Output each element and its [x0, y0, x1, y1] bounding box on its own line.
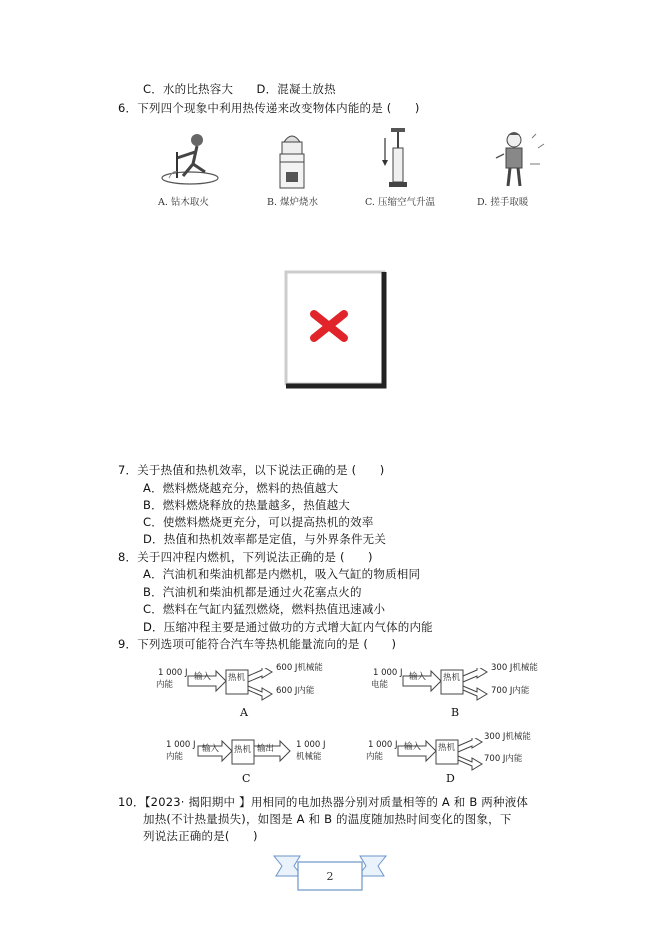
diagram-c-in-label: 输入 — [202, 744, 220, 754]
q8-option-b: B．汽油机和柴油机都是通过火花塞点火的 — [143, 585, 362, 599]
q7-option-a: A．燃料燃烧越充分，燃料的热值越大 — [143, 481, 339, 495]
diagram-d-input-kind: 内能 — [366, 752, 384, 762]
q6-stem: 6．下列四个现象中利用热传递来改变物体内能的是 ( ) — [118, 101, 420, 115]
drilling-wood-illustration — [155, 128, 225, 188]
diagram-c-out-amount: 1 000 J — [296, 740, 326, 750]
broken-image-icon — [284, 270, 390, 390]
diagram-a-out1: 600 J机械能 — [276, 663, 323, 673]
diagram-a-letter: A — [240, 706, 248, 719]
q7-option-d: D．热值和热机效率都是定值，与外界条件无关 — [143, 532, 387, 546]
diagram-d-input-amount: 1 000 J — [368, 740, 398, 750]
diagram-c-out-kind: 机械能 — [296, 752, 322, 762]
diagram-c-out-label: 输出 — [257, 744, 275, 754]
diagram-a-engine: 热机 — [228, 673, 246, 683]
q9-stem: 9．下列选项可能符合汽车等热机能量流向的是 ( ) — [118, 637, 397, 651]
diagram-d-engine: 热机 — [438, 743, 456, 753]
energy-diagram-b — [365, 658, 555, 722]
diagram-d-letter: D — [446, 772, 455, 785]
q8-option-a: A．汽油机和柴油机都是内燃机，吸入气缸的物质相同 — [143, 567, 421, 581]
energy-diagram-a — [150, 658, 340, 722]
diagram-a-in-label: 输入 — [194, 672, 212, 682]
q8-option-c: C．燃料在气缸内猛烈燃烧，燃料热值迅速减小 — [143, 602, 386, 616]
diagram-d-out1: 300 J机械能 — [484, 732, 531, 742]
diagram-d-out2: 700 J内能 — [484, 754, 523, 764]
q8-option-d: D．压缩冲程主要是通过做功的方式增大缸内气体的内能 — [143, 620, 433, 634]
q7-option-b: B．燃料燃烧释放的热量越多，热值越大 — [143, 498, 350, 512]
diagram-a-out2: 600 J内能 — [276, 686, 315, 696]
diagram-c-engine: 热机 — [234, 745, 252, 755]
diagram-b-out1: 300 J机械能 — [491, 663, 538, 673]
diagram-b-letter: B — [451, 706, 460, 719]
energy-diagram-d — [360, 730, 550, 796]
rubbing-hands-illustration — [490, 128, 550, 190]
page-number: 2 — [326, 870, 334, 883]
q6-figure — [155, 128, 550, 214]
q5-options-cd: C．水的比热容大 D．混凝土放热 — [143, 82, 336, 96]
diagram-c-input-kind: 内能 — [166, 752, 184, 762]
q6-caption-a: A. 钻木取火 — [158, 197, 209, 208]
diagram-c-input-amount: 1 000 J — [166, 740, 196, 750]
q10-line1: 10．【2023· 揭阳期中 】用相同的电加热器分别对质量相等的 A 和 B 两种液体 — [118, 795, 529, 809]
diagram-d-in-label: 输入 — [404, 742, 422, 752]
q6-caption-b: B. 煤炉烧水 — [267, 197, 319, 208]
air-compression-illustration — [377, 128, 417, 192]
diagram-b-in-label: 输入 — [409, 672, 427, 682]
q6-caption-c: C. 压缩空气升温 — [365, 197, 435, 208]
diagram-b-input-kind: 电能 — [371, 680, 389, 690]
diagram-a-input-kind: 内能 — [156, 680, 174, 690]
coal-stove-illustration — [272, 128, 312, 192]
energy-diagram-c — [160, 732, 350, 796]
diagram-c-letter: C — [242, 772, 251, 785]
diagram-b-input-amount: 1 000 J — [373, 668, 403, 678]
q7-stem: 7．关于热值和热机效率，以下说法正确的是 ( ) — [118, 463, 385, 477]
q8-stem: 8．关于四冲程内燃机，下列说法正确的是 ( ) — [118, 550, 373, 564]
q7-option-c: C．使燃料燃烧更充分，可以提高热机的效率 — [143, 515, 374, 529]
diagram-a-input-amount: 1 000 J — [158, 668, 188, 678]
page-number-ribbon — [272, 852, 388, 894]
diagram-b-out2: 700 J内能 — [491, 686, 530, 696]
q10-line2: 加热(不计热量损失)，如图是 A 和 B 的温度随加热时间变化的图象，下 — [143, 812, 512, 826]
broken-image-placeholder — [284, 270, 390, 390]
q6-caption-d: D. 搓手取暖 — [477, 197, 529, 208]
q10-line3: 列说法正确的是( ) — [143, 829, 258, 843]
diagram-b-engine: 热机 — [443, 673, 461, 683]
